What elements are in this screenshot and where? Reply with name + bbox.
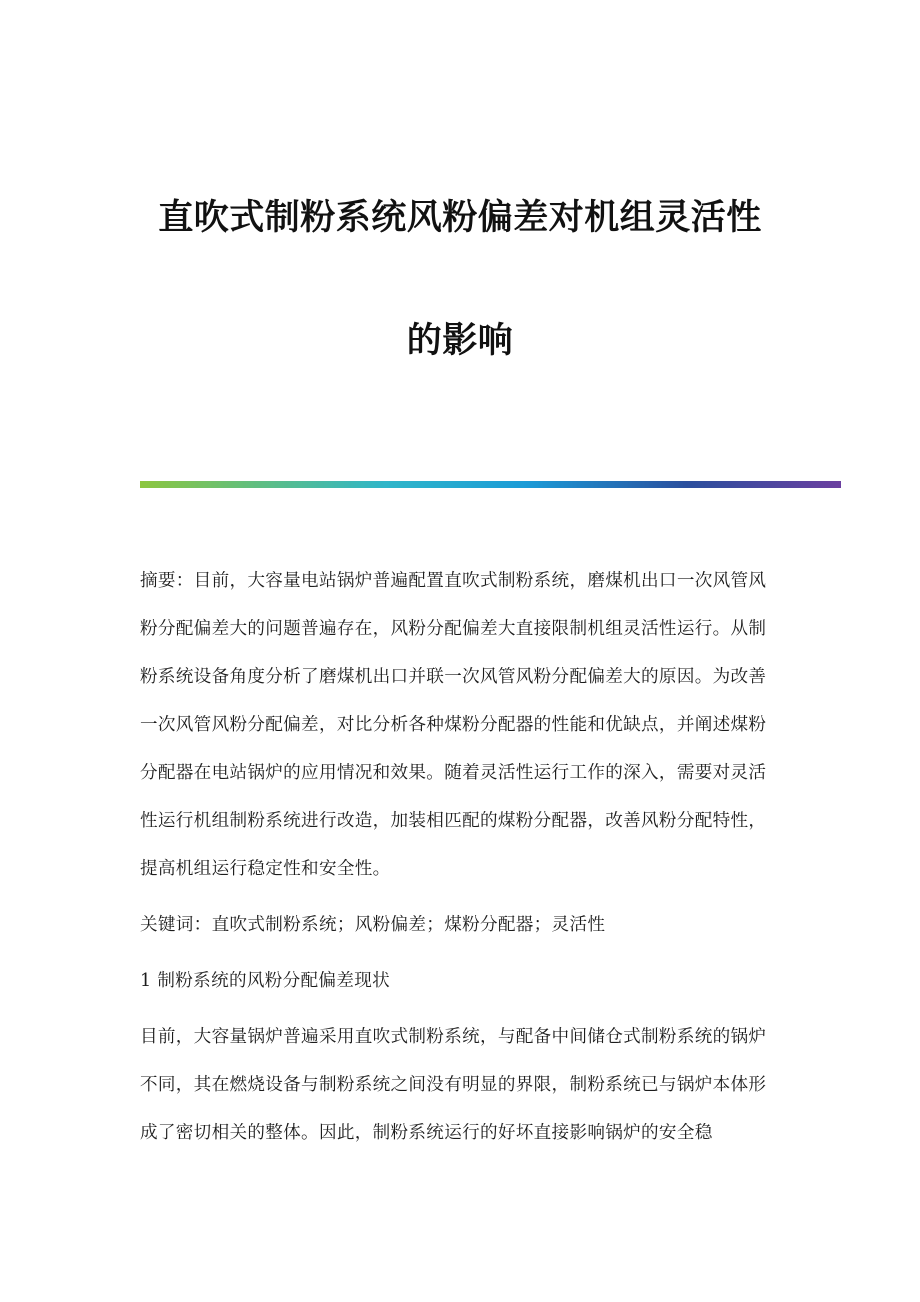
section-1-heading: 1 制粉系统的风粉分配偏差现状 — [140, 971, 391, 991]
section-1-body: 目前，大容量锅炉普遍采用直吹式制粉系统，与配备中间储仓式制粉系统的锅炉不同，其在燃烧设备与制粉系统之间没有明显的界限，制粉系统已与锅炉本体形成了密切相关的整体。因此，制粉系统运行的好坏直接影响锅炉的安全稳 — [140, 1027, 767, 1143]
abstract-paragraph: 摘要：目前，大容量电站锅炉普遍配置直吹式制粉系统，磨煤机出口一次风管风粉分配偏差大的问题普遍存在，风粉分配偏差大直接限制机组灵活性运行。从制粉系统设备角度分析了磨煤机出口并联一次风管风粉分配偏差大的原因。为改善一次风管风粉分配偏差，对比分析各种煤粉分配器的性能和优缺点，并阐述煤粉分配器在电站锅炉的应用情况和效果。随着灵活性运行工作的深入，需要对灵活性运行机组制粉系统进行改造，加装相匹配的煤粉分配器，改善风粉分配特性，提高机组运行稳定性和安全性。 — [140, 571, 767, 879]
document-title-line-1: 直吹式制粉系统风粉偏差对机组灵活性 — [158, 198, 762, 238]
keywords-line: 关键词：直吹式制粉系统；风粉偏差；煤粉分配器；灵活性 — [140, 915, 606, 935]
document-title-line-2: 的影响 — [406, 321, 514, 361]
gradient-divider — [140, 481, 841, 488]
